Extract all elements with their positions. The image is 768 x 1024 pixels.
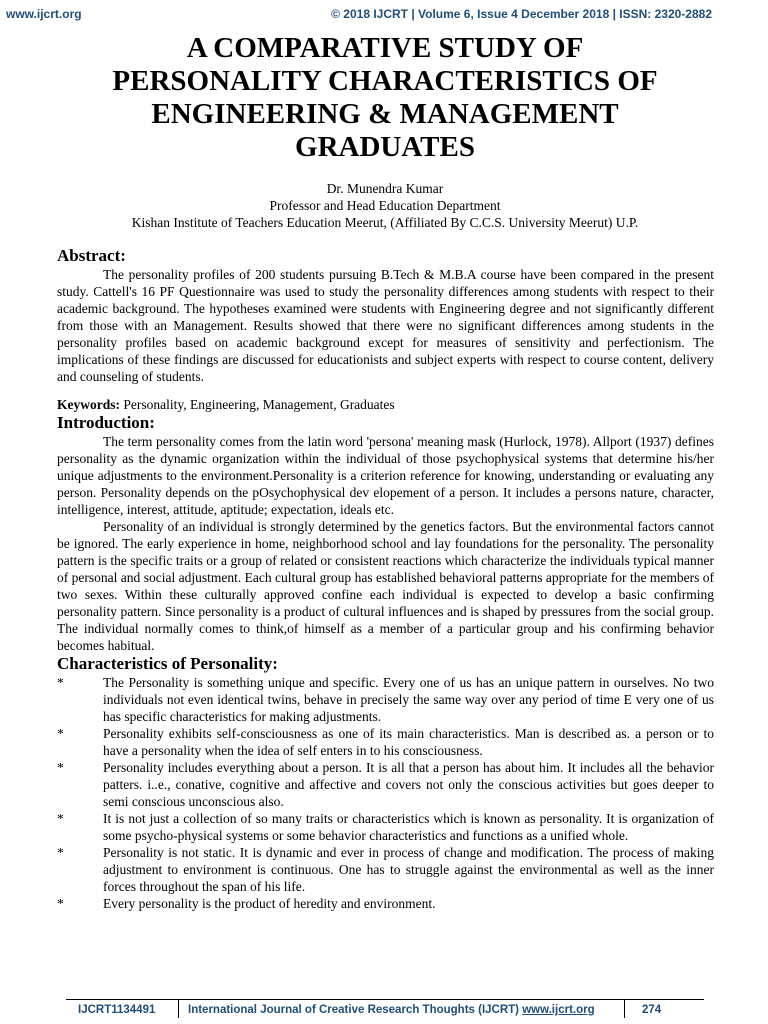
list-item xyxy=(57,844,714,895)
site-link[interactable]: www.ijcrt.org xyxy=(6,7,82,21)
author-position: Professor and Head Education Department xyxy=(269,198,501,213)
title-line: A COMPARATIVE STUDY OF xyxy=(186,32,584,64)
page-number: 274 xyxy=(642,1004,662,1016)
list-item xyxy=(57,759,714,810)
abstract-heading: Abstract: xyxy=(57,246,126,265)
author-block xyxy=(40,180,730,231)
characteristics-heading: Characteristics of Personality: xyxy=(57,654,278,673)
list-item-text: The Personality is something unique and specific. Every one of us has an unique pattern in ourselves. No two individuals not even identical twins, behave in precisely the same way over any period of time E very one of us has specific characteristics for making adjustments. xyxy=(103,675,714,724)
list-item xyxy=(57,810,714,844)
intro-paragraph: The term personality comes from the latin word 'persona' meaning mask (Hurlock, 1978). Allport (1937) defines personality as the dynamic organization within the individual of those psychophysical systems that determine his/her unique adjustments to the environment.Personality is a criterion reference for knowing, understanding or evaluating any person. Personality depends on the pOsychophysical dev elopement of a person. It includes a persons nature, character, intelligence, interest, attitude, aptitude; expectation, ideals etc. xyxy=(57,434,714,517)
bullet-marker: * xyxy=(57,811,64,826)
list-item-text: Personality is not static. It is dynamic and ever in process of change and modification. The process of making adjustment to environment is continuous. One has to struggle against the environmental as well as the inner forces throughout the span of his life. xyxy=(103,845,714,894)
footer-rule xyxy=(66,999,704,1000)
keywords-label: Keywords: xyxy=(57,397,120,412)
paper-title xyxy=(40,32,730,164)
citation-line: © 2018 IJCRT | Volume 6, Issue 4 December 2018 | ISSN: 2320-2882 xyxy=(331,7,712,21)
running-header xyxy=(0,6,768,24)
author-affiliation: Kishan Institute of Teachers Education Meerut, (Affiliated By C.C.S. University Meerut) U.P. xyxy=(131,215,639,230)
list-item-text: Every personality is the product of heredity and environment. xyxy=(103,896,436,911)
journal-title: International Journal of Creative Research Thoughts (IJCRT) xyxy=(188,1004,519,1016)
introduction-heading: Introduction: xyxy=(57,413,155,432)
list-item xyxy=(57,895,714,912)
list-item-text: Personality includes everything about a person. It is all that a person has about him. It includes all the behavior patters. i..e., conative, cognitive and affective and covers not only the conscious activities but goes deeper to semi conscious unconscious also. xyxy=(103,760,714,809)
bullet-marker: * xyxy=(57,760,64,775)
paper-id: IJCRT1134491 xyxy=(78,1004,156,1016)
journal-link[interactable]: www.ijcrt.org xyxy=(522,1004,595,1016)
footer-divider xyxy=(624,1000,625,1018)
list-item xyxy=(57,725,714,759)
intro-paragraph: Personality of an individual is strongly determined by the genetics factors. But the environmental factors cannot be ignored. The early experience in home, neighborhood school and lay foundations for the personality. The personality pattern is the specific traits or a group of related or consistent reactions which characterize the individuals typical manner of personal and social adjustment. Each cultural group has established behavioral patterns appropriate for the members of two sexes. Within these culturally approved confine each individual is expected to develop a basic confirming personality pattern. Since personality is a product of cultural influences and is shaped by pressures from the social group. The individual normally comes to think,of himself as a member of a particular group and his confirming behavior becomes habitual. xyxy=(57,519,714,653)
author-name: Dr. Munendra Kumar xyxy=(326,181,444,196)
keywords-text: Personality, Engineering, Management, Graduates xyxy=(123,397,395,412)
list-item xyxy=(57,674,714,725)
bullet-marker: * xyxy=(57,675,64,690)
bullet-marker: * xyxy=(57,896,64,911)
footer-divider xyxy=(178,1000,179,1018)
page-footer xyxy=(66,999,704,1021)
keywords-line xyxy=(57,396,714,413)
abstract-text: The personality profiles of 200 students pursuing B.Tech & M.B.A course have been compared in the present study. Cattell's 16 PF Questionnaire was used to study the personality differences among students with respect to their academic background. The hypotheses examined were students with Engineering degree and not significantly different from those with an Management. Results showed that there were no significant differences among students in the personality profiles based on academic background except for measures of sensitivity and perfectionism. The implications of these findings are discussed for educationists and subject experts with respect to course content, delivery and counseling of students. xyxy=(57,267,714,384)
bullet-marker: * xyxy=(57,726,64,741)
list-item-text: Personality exhibits self-consciousness as one of its main characteristics. Man is described as. a person or to have a personality when the idea of self enters in to his consciousness. xyxy=(103,726,714,758)
list-item-text: It is not just a collection of so many traits or characteristics which is known as personality. It is organization of some psycho-physical systems or some behavior characteristics and functions as a unified whole. xyxy=(103,811,714,843)
main-content xyxy=(57,246,714,912)
journal-name xyxy=(188,1004,595,1016)
title-line: GRADUATES xyxy=(295,131,475,163)
title-line: ENGINEERING & MANAGEMENT xyxy=(151,98,619,130)
title-line: PERSONALITY CHARACTERISTICS OF xyxy=(112,65,658,97)
bullet-marker: * xyxy=(57,845,64,860)
